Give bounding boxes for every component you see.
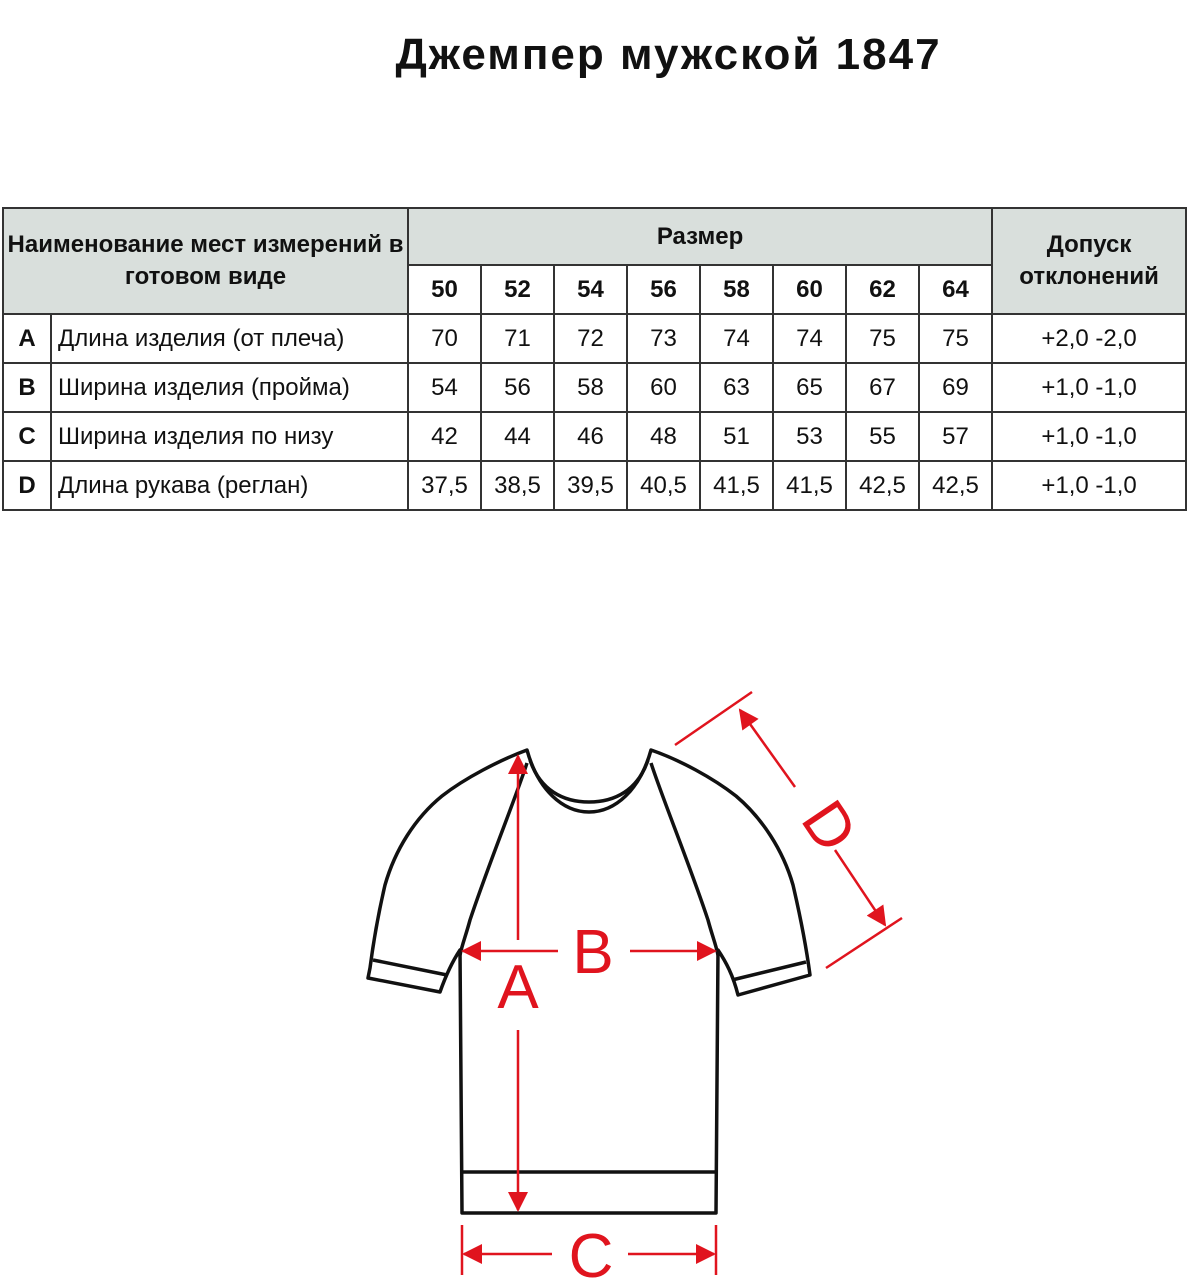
table-cell: 74: [773, 314, 846, 363]
size-column-header: 58: [700, 265, 773, 314]
table-cell: 42: [408, 412, 481, 461]
row-name: Ширина изделия по низу: [51, 412, 408, 461]
measurement-name-header: Наименование мест измерений в готовом виде: [3, 208, 408, 314]
table-cell: 75: [919, 314, 992, 363]
table-cell: 53: [773, 412, 846, 461]
row-letter: D: [3, 461, 51, 510]
size-column-header: 54: [554, 265, 627, 314]
table-cell: 67: [846, 363, 919, 412]
measure-d-top-line: [740, 710, 795, 787]
table-row: [3, 412, 1186, 461]
measure-d-bottom-line: [835, 850, 885, 925]
table-cell: 69: [919, 363, 992, 412]
table-cell: 71: [481, 314, 554, 363]
table-cell: 72: [554, 314, 627, 363]
size-chart-table: [2, 207, 1187, 511]
measure-c-label: C: [568, 1222, 614, 1280]
table-cell: 40,5: [627, 461, 700, 510]
row-name: Длина изделия (от плеча): [51, 314, 408, 363]
table-cell: 74: [700, 314, 773, 363]
table-row: [3, 314, 1186, 363]
tolerance-cell: +2,0 -2,0: [992, 314, 1186, 363]
row-letter: C: [3, 412, 51, 461]
table-cell: 57: [919, 412, 992, 461]
tolerance-cell: +1,0 -1,0: [992, 363, 1186, 412]
row-name: Длина рукава (реглан): [51, 461, 408, 510]
table-cell: 42,5: [919, 461, 992, 510]
size-column-header: 64: [919, 265, 992, 314]
table-cell: 44: [481, 412, 554, 461]
table-cell: 73: [627, 314, 700, 363]
table-cell: 58: [554, 363, 627, 412]
right-cuff: [732, 962, 806, 980]
table-cell: 48: [627, 412, 700, 461]
table-cell: 63: [700, 363, 773, 412]
size-column-header: 60: [773, 265, 846, 314]
tolerance-header: Допуск отклонений: [992, 208, 1186, 314]
table-row: [3, 363, 1186, 412]
size-header: Размер: [408, 208, 992, 265]
table-cell: 46: [554, 412, 627, 461]
size-column-header: 52: [481, 265, 554, 314]
table-cell: 54: [408, 363, 481, 412]
measure-d-label: D: [787, 788, 871, 865]
table-cell: 56: [481, 363, 554, 412]
table-cell: 42,5: [846, 461, 919, 510]
tolerance-cell: +1,0 -1,0: [992, 412, 1186, 461]
measure-a-label: A: [497, 953, 539, 1022]
left-cuff: [373, 960, 447, 975]
right-raglan-seam: [651, 763, 718, 955]
size-column-header: 50: [408, 265, 481, 314]
row-letter: B: [3, 363, 51, 412]
table-cell: 70: [408, 314, 481, 363]
row-name: Ширина изделия (пройма): [51, 363, 408, 412]
row-letter: A: [3, 314, 51, 363]
table-cell: 38,5: [481, 461, 554, 510]
measure-d-bottom-tick: [826, 918, 902, 968]
garment-diagram: [0, 660, 1187, 1280]
table-cell: 65: [773, 363, 846, 412]
tolerance-cell: +1,0 -1,0: [992, 461, 1186, 510]
table-cell: 55: [846, 412, 919, 461]
table-cell: 37,5: [408, 461, 481, 510]
table-cell: 60: [627, 363, 700, 412]
page-title: Джемпер мужской 1847: [395, 30, 942, 79]
measure-b-label: B: [572, 918, 614, 987]
table-cell: 39,5: [554, 461, 627, 510]
measure-d-top-tick: [675, 692, 752, 745]
table-cell: 41,5: [773, 461, 846, 510]
neck-rib: [530, 760, 648, 802]
table-row: [3, 461, 1186, 510]
table-cell: 41,5: [700, 461, 773, 510]
table-cell: 51: [700, 412, 773, 461]
size-column-header: 56: [627, 265, 700, 314]
size-column-header: 62: [846, 265, 919, 314]
table-cell: 75: [846, 314, 919, 363]
